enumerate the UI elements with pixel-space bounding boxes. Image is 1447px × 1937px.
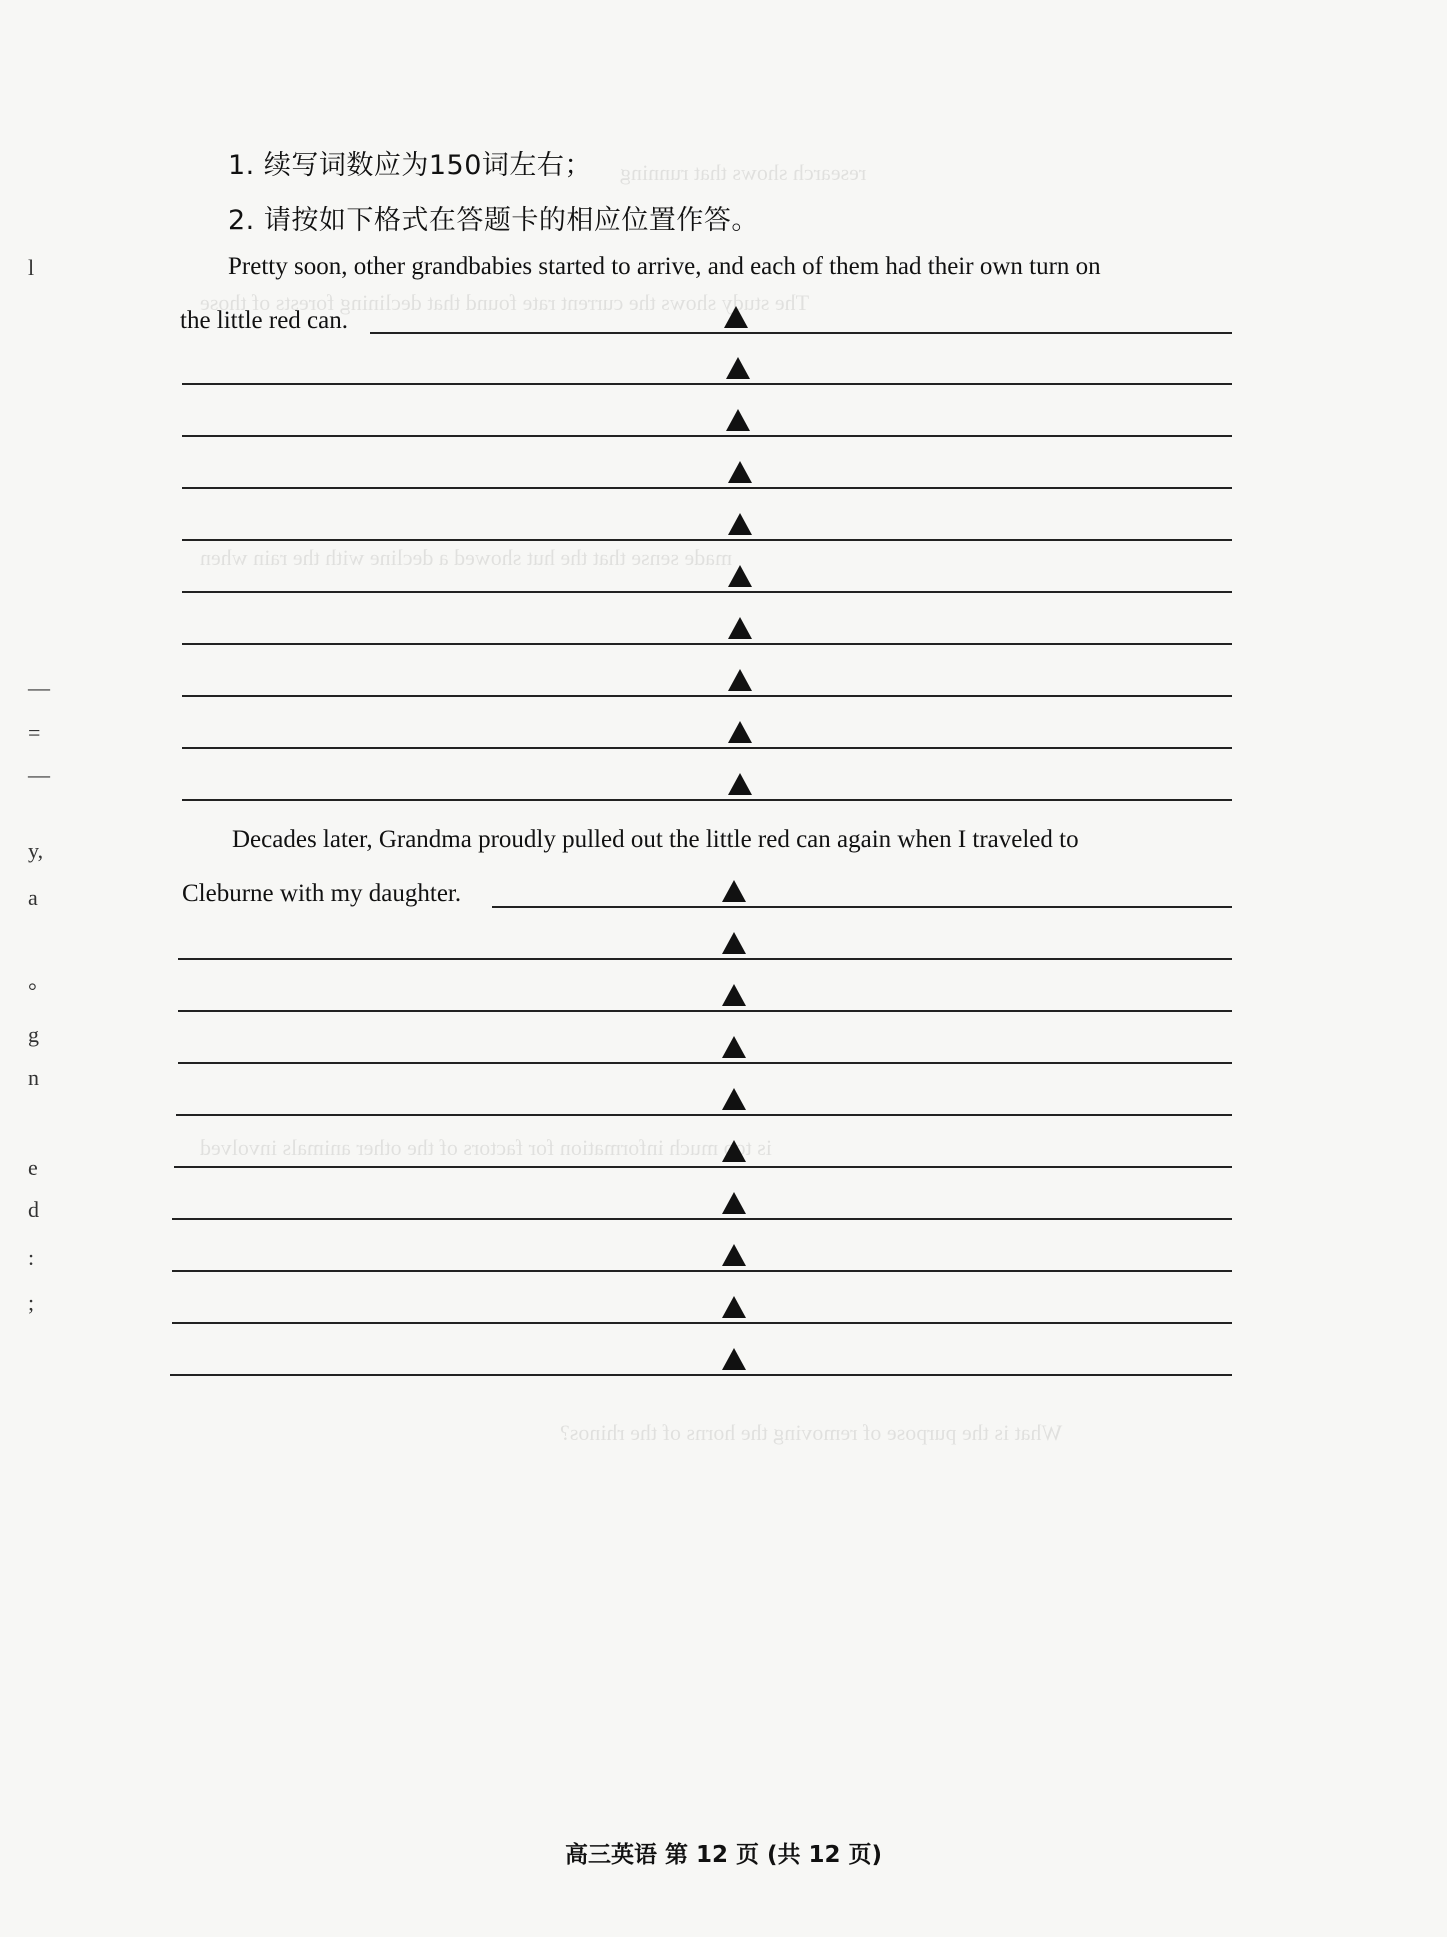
triangle-marker-icon	[726, 357, 750, 379]
triangle-marker-icon	[728, 773, 752, 795]
writing-line[interactable]	[178, 1010, 1232, 1012]
bleed-through-text: is too much information for factors of the other animals involved	[200, 1135, 772, 1160]
writing-line[interactable]	[182, 383, 1232, 385]
margin-mark: l	[28, 255, 35, 280]
writing-line[interactable]	[174, 1166, 1232, 1168]
triangle-marker-icon	[726, 409, 750, 431]
triangle-marker-icon	[722, 1036, 746, 1058]
instruction-word-count: 1. 续写词数应为150词左右；	[228, 150, 592, 181]
bleed-through-text: research shows that running	[620, 160, 867, 185]
triangle-marker-icon	[722, 880, 746, 902]
triangle-marker-icon	[728, 513, 752, 535]
bleed-through-text: What is the purpose of removing the horns of the rhinos?	[560, 1420, 1063, 1445]
writing-line[interactable]	[182, 695, 1232, 697]
margin-mark: a	[28, 885, 38, 910]
triangle-marker-icon	[722, 984, 746, 1006]
writing-line[interactable]	[172, 1322, 1232, 1324]
margin-mark: =	[28, 720, 41, 745]
writing-line[interactable]	[182, 487, 1232, 489]
triangle-marker-icon	[722, 1296, 746, 1318]
margin-mark: ;	[28, 1290, 35, 1315]
triangle-marker-icon	[728, 617, 752, 639]
margin-mark: °	[28, 978, 37, 1003]
writing-line[interactable]	[178, 1062, 1232, 1064]
paragraph2-opening-line1: Decades later, Grandma proudly pulled out the little red can again when I traveled to	[232, 826, 1079, 853]
triangle-marker-icon	[728, 461, 752, 483]
margin-mark: g	[28, 1022, 39, 1047]
triangle-marker-icon	[722, 1192, 746, 1214]
writing-line[interactable]	[182, 799, 1232, 801]
margin-mark: —	[28, 762, 50, 787]
paragraph1-opening-line2: the little red can.	[180, 307, 348, 334]
triangle-marker-icon	[722, 1244, 746, 1266]
writing-line[interactable]	[172, 1218, 1232, 1220]
writing-line[interactable]	[182, 591, 1232, 593]
writing-line[interactable]	[176, 1114, 1232, 1116]
triangle-marker-icon	[728, 721, 752, 743]
writing-line[interactable]	[182, 539, 1232, 541]
writing-line[interactable]	[178, 958, 1232, 960]
paragraph2-opening-line2: Cleburne with my daughter.	[182, 880, 462, 907]
triangle-marker-icon	[728, 565, 752, 587]
writing-line[interactable]	[370, 332, 1232, 334]
margin-mark: e	[28, 1155, 38, 1180]
triangle-marker-icon	[722, 932, 746, 954]
margin-mark: y,	[28, 838, 44, 863]
writing-line[interactable]	[182, 435, 1232, 437]
margin-mark: d	[28, 1197, 39, 1222]
writing-line[interactable]	[170, 1374, 1232, 1376]
margin-mark: —	[28, 675, 50, 700]
triangle-marker-icon	[722, 1088, 746, 1110]
writing-line[interactable]	[492, 906, 1232, 908]
writing-line[interactable]	[182, 747, 1232, 749]
triangle-marker-icon	[728, 669, 752, 691]
triangle-marker-icon	[724, 306, 748, 328]
bleed-through-text: The study shows the current rate found that declining forests of those	[200, 290, 810, 315]
triangle-marker-icon	[722, 1348, 746, 1370]
page-footer: 高三英语 第 12 页 (共 12 页)	[564, 1842, 883, 1868]
paragraph1-opening-line1: Pretty soon, other grandbabies started to arrive, and each of them had their own turn on	[228, 253, 1101, 280]
triangle-marker-icon	[722, 1140, 746, 1162]
writing-line[interactable]	[172, 1270, 1232, 1272]
margin-mark: :	[28, 1245, 35, 1270]
margin-mark: n	[28, 1065, 39, 1090]
bleed-through-text: made sense that the hut showed a decline with the rain when	[200, 545, 733, 570]
instruction-answer-format: 2. 请按如下格式在答题卡的相应位置作答。	[228, 205, 759, 236]
writing-line[interactable]	[182, 643, 1232, 645]
